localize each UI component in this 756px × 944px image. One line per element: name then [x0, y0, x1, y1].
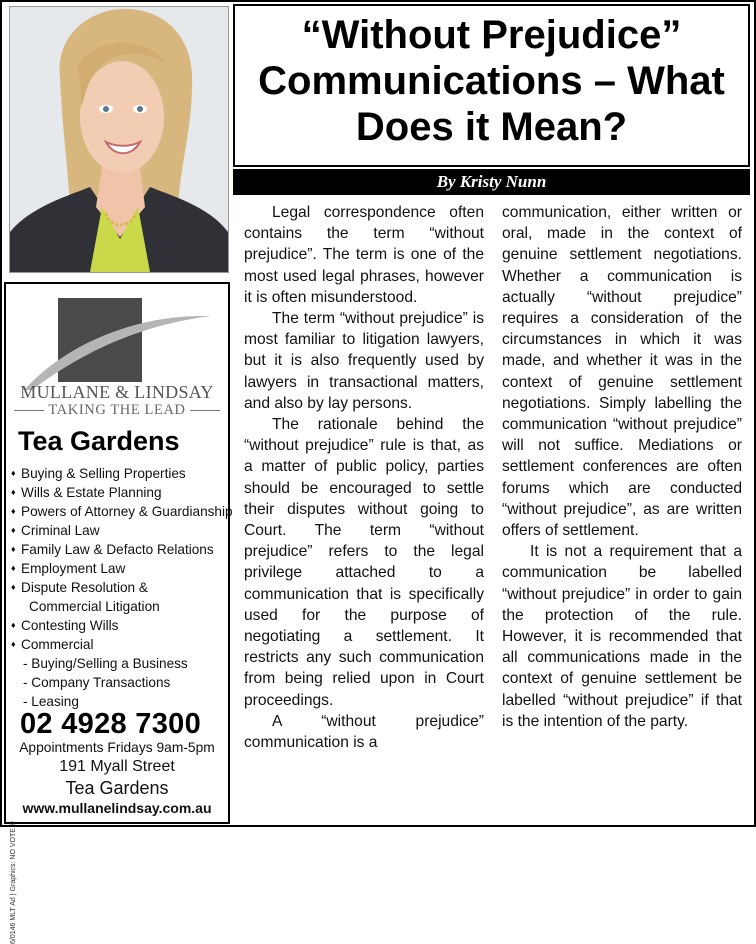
- headline-box: [233, 4, 750, 167]
- service-item: ♦ Contesting Wills: [11, 616, 227, 635]
- street-address: 191 Myall Street: [59, 758, 175, 775]
- tagline-rule-left: [14, 410, 44, 411]
- firm-name: MULLANE & LINDSAY: [20, 382, 214, 402]
- paragraph: A “without prejudice” communication is a: [244, 712, 484, 752]
- service-item: ♦ Dispute Resolution &: [11, 578, 227, 597]
- appointment-hours: Appointments Fridays 9am-5pm: [19, 740, 215, 755]
- tagline-text: TAKING THE LEAD: [48, 402, 186, 418]
- paragraph: Legal correspondence often contains the term “without prejudice”. The term is one of the most used legal phrases, however it is often misunderstood.: [244, 204, 484, 306]
- service-subitem: - Company Transactions: [23, 675, 171, 690]
- law-firm-advertisement: [4, 282, 233, 944]
- author-photo: [9, 6, 229, 273]
- service-item: ♦ Family Law & Defacto Relations: [11, 540, 227, 559]
- logo-swoosh-icon: [6, 294, 228, 394]
- office-location: Tea Gardens: [18, 426, 180, 456]
- service-item-continued: Commercial Litigation: [29, 599, 160, 614]
- tagline-rule-right: [190, 410, 220, 411]
- service-item: ♦ Buying & Selling Properties: [11, 464, 227, 483]
- service-item: ♦ Commercial: [11, 635, 227, 654]
- town-name: Tea Gardens: [65, 778, 169, 798]
- services-list: [11, 464, 233, 711]
- article-headline: “Without Prejudice” Communications – What Does it Mean?: [258, 13, 725, 149]
- article-column-2: [502, 202, 742, 732]
- service-item: ♦ Employment Law: [11, 559, 227, 578]
- firm-tagline: [14, 402, 220, 419]
- paragraph: The term “without prejudice” is most familiar to litigation lawyers, but it is also frequently used by lawyers in transactional matters, and also by lay persons.: [244, 310, 484, 412]
- service-item: ♦ Wills & Estate Planning: [11, 483, 227, 502]
- service-subitem: - Buying/Selling a Business: [23, 656, 188, 671]
- website-link[interactable]: www.mullanelindsay.com.au: [22, 800, 212, 816]
- service-subitem: - Leasing: [23, 694, 79, 709]
- article-column-1: [244, 202, 484, 753]
- paragraph: The rationale behind the “without prejudice” rule is that, as a matter of public policy, parties should be encouraged to settle their disputes without going to Court. The term “without prejudice” refers to the legal privilege attached to a communication that is specifically used for the purpose of negotiating a settlement. It restricts any such communication from being relied upon in Court proceedings.: [244, 416, 484, 709]
- byline: By Kristy Nunn: [233, 169, 750, 195]
- service-item: ♦ Powers of Attorney & Guardianship: [11, 502, 227, 521]
- agency-credit: 6/0146 MLT Ad | Graphics: NO VOTE ©: [10, 820, 17, 944]
- service-item: ♦ Criminal Law: [11, 521, 227, 540]
- paragraph: It is not a requirement that a communication be labelled “without prejudice” in order to gain the protection of the rule. However, it is recommended that all communications made in the context of genuine settlement be labelled “without prejudice” if that is the intention of the party.: [502, 543, 742, 730]
- phone-number[interactable]: 02 4928 7300: [20, 708, 201, 740]
- author-portrait-image: [10, 7, 228, 272]
- paragraph: communication, either written or oral, made in the context of genuine settlement negotiations. Whether a communication is actually “without prejudice” requires a consideration of the circumstances in which it was made, and whether it was in the context of genuine settlement negotiations. Simply labelling the communication “without prejudice” will not suffice. Mediations or settlement conferences are often forums which are conducted “without prejudice”, as are written offers of settlement.: [502, 204, 742, 540]
